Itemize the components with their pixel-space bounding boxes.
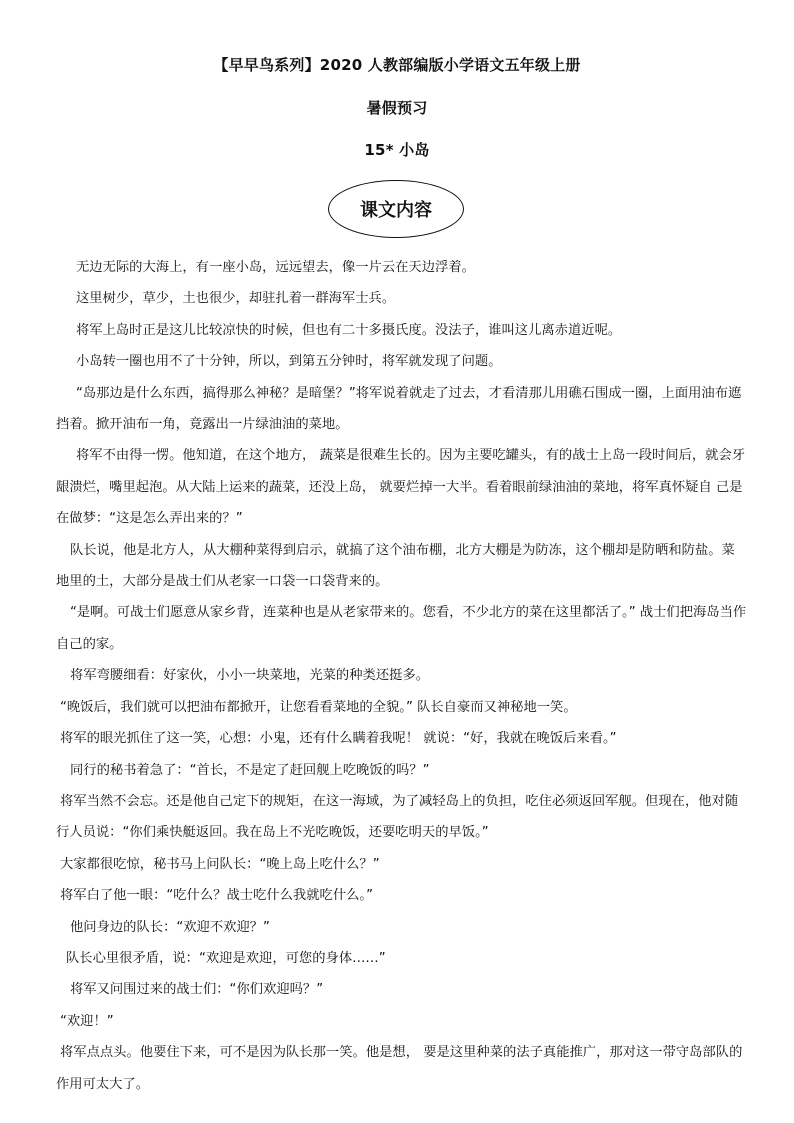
paragraph: 大家都很吃惊，秘书马上问队长：“晚上岛上吃什么？” [60,856,380,872]
paragraph: 将军当然不会忘。还是他自己定下的规矩，在这一海域，为了减轻岛上的负担，吃住必须返回军舰。但现在，他对随行人员说：“你们乘快艇返回。我在岛上不光吃晚饭，还要吃明天的早饭。” [56,793,739,841]
paragraph: 这里树少，草少，土也很少，却驻扎着一群海军士兵。 [76,291,396,307]
paragraph: 无边无际的大海上，有一座小岛，远远望去，像一片云在天边浮着。 [76,260,475,275]
paragraph: “岛那边是什么东西，搞得那么神秘？是暗堡？”将军说着就走了过去，才看清那儿用礁石围成一圈，上面用油布遮挡着。掀开油布一角，竟露出一片绿油油的菜地。 [56,385,742,433]
section-badge [328,180,464,238]
paragraph: 他问身边的队长：“欢迎不欢迎？” [70,919,270,935]
paragraph: “是啊。可战士们愿意从家乡背，连菜种也是从老家带来的。您看，不少北方的菜在这里都活了。” 战士们把海岛当作自己的家。 [56,605,747,652]
lesson-title: 15* 小岛 [364,141,430,159]
series-title: 【早早鸟系列】2020 人教部编版小学语文五年级上册 [213,56,581,74]
paragraph: 将军又问围过来的战士们：“你们欢迎吗？” [70,982,324,998]
article-body [56,252,748,1100]
paragraph: 将军白了他一眼：“吃什么？战士吃什么我就吃什么。” [60,888,373,904]
paragraph: “晚饭后，我们就可以把油布都掀开，让您看看菜地的全貌。” 队长自豪而又神秘地一笑。 [60,699,577,715]
paragraph: 将军弯腰细看：好家伙，小小一块菜地，光菜的种类还挺多。 [70,668,430,684]
paragraph: 队长心里很矛盾，说：“欢迎是欢迎，可您的身体……” [66,950,386,966]
section-badge-label: 课文内容 [360,200,432,221]
paragraph: 将军上岛时正是这儿比较凉快的时候，但也有二十多摄氏度。没法子，谁叫这儿离赤道近呢。 [76,322,622,338]
paragraph: “欢迎！” [60,1013,114,1029]
paragraph: 队长说，他是北方人，从大棚种菜得到启示，就搞了这个油布棚，北方大棚是为防冻，这个棚却是防晒和防盐。菜地里的土，大部分是战士们从老家一口袋一口袋背来的。 [56,542,735,590]
paragraph: 将军不由得一愣。他知道，在这个地方， 蔬菜是很难生长的。因为主要吃罐头，有的战士上岛一段时间后，就会牙龈溃烂，嘴里起泡。从大陆上运来的蔬菜，还没上岛， 就要烂掉一大半。看着眼前绿油油的菜地，将军真怀疑自 己是在做梦：“这是怎么弄出来的？” [56,448,746,527]
paragraph: 小岛转一圈也用不了十分钟，所以，到第五分钟时，将军就发现了问题。 [76,354,502,370]
subtitle: 暑假预习 [366,99,428,117]
paragraph: 将军点点头。他要住下来，可不是因为队长那一笑。他是想， 要是这里种菜的法子真能推广，那对这一带守岛部队的作用可太大了。 [56,1045,743,1092]
paragraph: 同行的秘书着急了：“首长，不是定了赶回舰上吃晚饭的吗？” [70,762,430,778]
paragraph: 将军的眼光抓住了这一笑，心想：小鬼，还有什么瞒着我呢！ 就说：“好，我就在晚饭后来看。” [60,731,617,747]
